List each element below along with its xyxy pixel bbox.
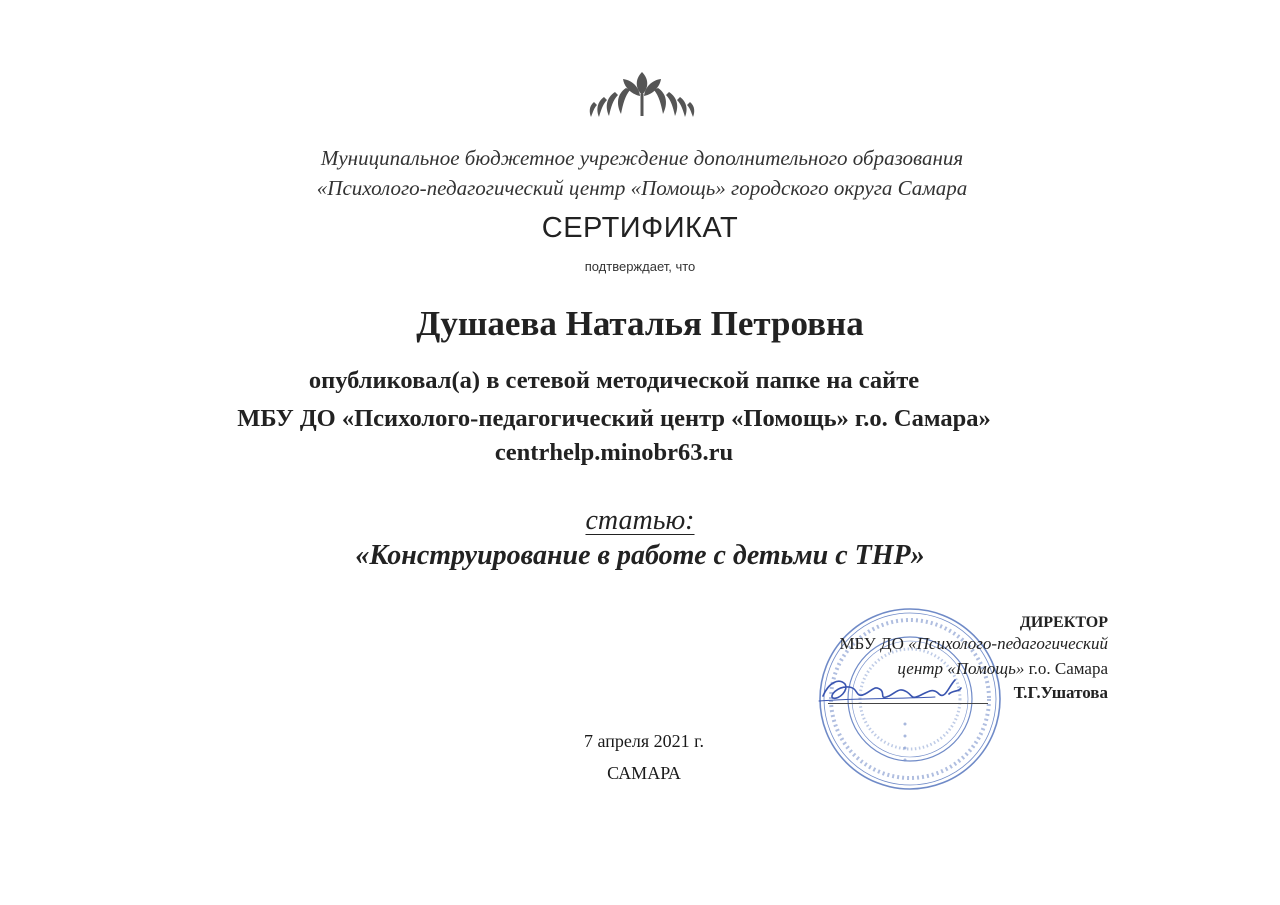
website-address: centrhelp.minobr63.ru — [494, 439, 734, 466]
director-name: Т.Г.Ушатова — [1013, 683, 1108, 702]
published-text-line2: МБУ ДО «Психолого-педагогический центр «Помощь» г.о. Самара» — [237, 405, 991, 432]
certificate-title: СЕРТИФИКАТ — [541, 212, 739, 244]
published-text-line1: опубликовал(а) в сетевой методической папке на сайте — [308, 367, 920, 394]
organization-name-line2: «Психолого-педагогический центр «Помощь» городского округа Самара — [316, 176, 968, 200]
article-label: статью: — [585, 505, 695, 536]
article-title: «Конструирование в работе с детьми с ТНР» — [355, 540, 925, 571]
director-title: ДИРЕКТОР — [1019, 614, 1108, 631]
organization-name-line1: Муниципальное бюджетное учреждение дополнительного образования — [320, 146, 964, 170]
issue-city: САМАРА — [607, 763, 681, 783]
recipient-name: Душаева Наталья Петровна — [416, 304, 864, 343]
director-organization-line1: МБУ ДО «Психолого-педагогический — [839, 634, 1108, 653]
confirms-text: подтверждает, что — [584, 259, 696, 274]
signature-line — [828, 703, 988, 704]
lotus-sprout-icon — [586, 66, 698, 124]
director-organization-line2: центр «Помощь» г.о. Самара — [897, 659, 1108, 678]
issue-date: 7 апреля 2021 г. — [584, 731, 704, 751]
